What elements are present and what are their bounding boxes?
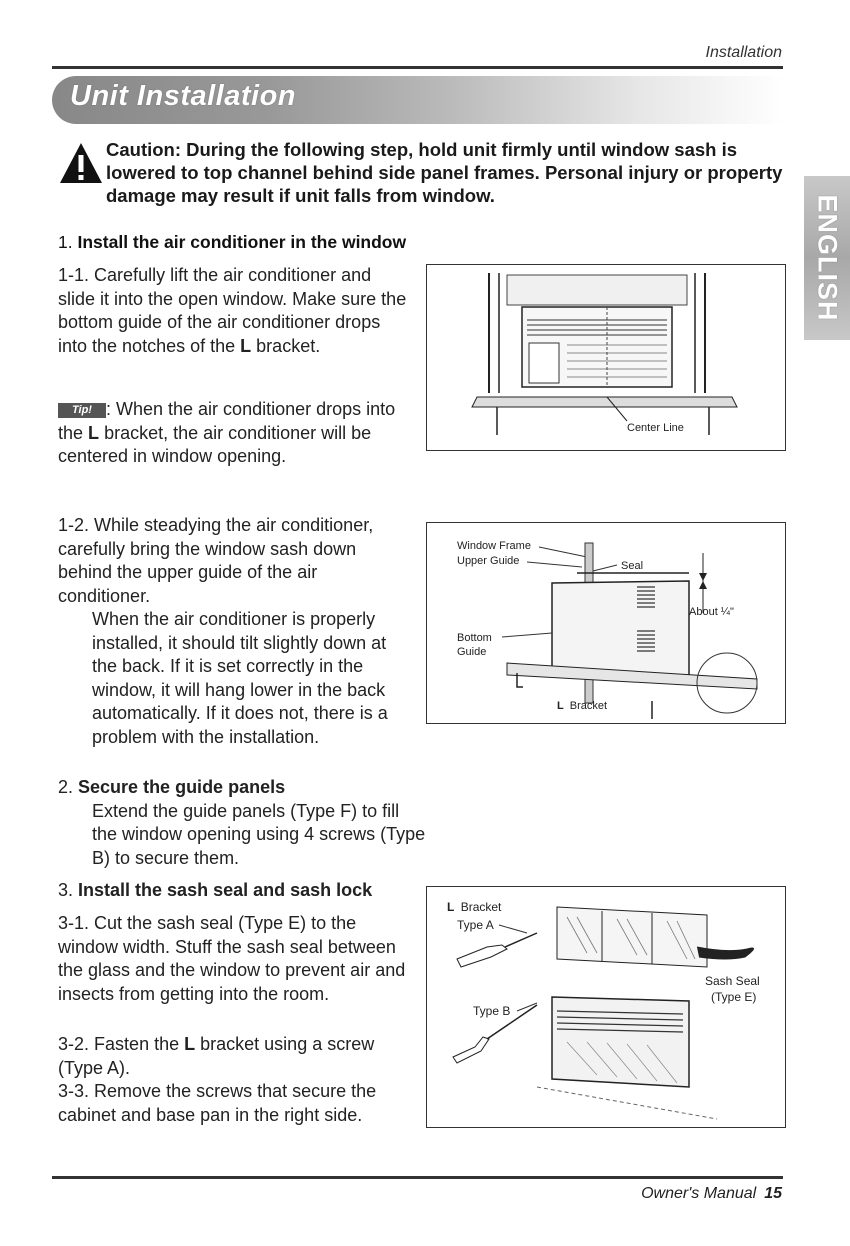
tip-text-b: bracket, the air conditioner will be centered in window opening.	[58, 422, 372, 466]
seal-label: Seal	[621, 560, 644, 572]
window-install-figure	[426, 264, 786, 451]
center-line-label: Center Line	[627, 422, 684, 434]
type-b-label: Type B	[473, 1004, 511, 1018]
type-e-label: (Type E)	[711, 990, 757, 1004]
step-2-title: Secure the guide panels	[78, 777, 286, 797]
page-number: 15	[764, 1185, 782, 1202]
step-1-2-text2: When the air conditioner is properly installed, it should tilt slightly down at the back. If it is set correctly in the window, it will hang lower in the back automatically. If it does not, there is a problem with the installation.	[92, 609, 388, 747]
language-tab	[804, 176, 850, 340]
step-1-2-number: 1-2.	[58, 515, 90, 535]
step-1-2-text: While steadying the air conditioner, carefully bring the window sash down behind the upper guide of the air conditioner.	[58, 515, 374, 606]
step-2-text: Extend the guide panels (Type F) to fill the window opening using 4 screws (Type B) to secure them.	[92, 800, 426, 868]
step-1-2	[58, 514, 408, 749]
upper-guide-label: Upper Guide	[457, 555, 520, 567]
step-1-1-tail: bracket.	[256, 335, 321, 356]
step-3-2-b: bracket using a screw (Type A).	[58, 1034, 375, 1078]
step-1-title: Install the air conditioner in the window	[77, 232, 407, 252]
step-1-1-text: Carefully lift the air conditioner and slide it into the open window. Make sure the bottom guide of the air conditioner drops into the notches of the	[58, 265, 407, 356]
guide-label: Guide	[457, 646, 487, 658]
warning-icon	[58, 140, 104, 186]
fig3-bracket-label	[447, 900, 502, 914]
step-1-number: 1.	[58, 232, 73, 252]
section-label: Installation	[705, 44, 782, 61]
language-tab-label: ENGLISH	[812, 194, 843, 322]
step-3-3-number: 3-3.	[58, 1081, 90, 1101]
step-3-heading	[58, 879, 428, 903]
l-bracket-bold: L	[240, 335, 252, 356]
window-frame-label: Window Frame	[457, 540, 531, 552]
step-1-1-number: 1-1.	[58, 265, 90, 285]
step-3-number: 3.	[58, 880, 74, 900]
sash-seal-label: Sash Seal	[705, 974, 760, 988]
step-3-3-text: Remove the screws that secure the cabinet and base pan in the right side.	[58, 1081, 377, 1125]
tip-l-bold: L	[88, 422, 100, 443]
tip-note	[58, 398, 408, 469]
step-1-1	[58, 264, 408, 358]
step-3-2-bold: L	[184, 1034, 196, 1054]
tip-badge: Tip!	[58, 403, 106, 418]
footer-manual: Owner's Manual	[641, 1185, 757, 1202]
footer-rule	[52, 1176, 783, 1179]
step-1-heading	[58, 232, 406, 253]
step-3-3	[58, 1080, 408, 1127]
step-2	[58, 776, 428, 870]
step-3-1	[58, 912, 408, 1006]
step-3-1-text: Cut the sash seal (Type E) to the window width. Stuff the sash seal between the glass and the window to prevent air and insects from getting into the room.	[58, 913, 406, 1004]
l-bracket-bold: L	[557, 700, 564, 712]
step-3-2	[58, 1033, 408, 1080]
type-a-label: Type A	[457, 918, 494, 932]
l-bracket-label	[557, 700, 607, 712]
about-quarter-label: About ¼"	[689, 606, 734, 618]
fig3-bracket-text: Bracket	[460, 900, 502, 914]
step-3-1-number: 3-1.	[58, 913, 90, 933]
step-3-2-number: 3-2.	[58, 1034, 90, 1054]
footer	[641, 1185, 782, 1203]
caution-text: Caution: During the following step, hold unit firmly until window sash is lowered to top channel behind side panel frames. Personal injury or property damage may result if unit falls from window.	[106, 139, 783, 206]
bottom-label: Bottom	[457, 632, 492, 644]
tip-text-a: : When the air conditioner drops into the	[58, 399, 396, 443]
top-rule	[52, 66, 783, 69]
step-3-title: Install the sash seal and sash lock	[78, 880, 373, 900]
page-title: Unit Installation	[70, 80, 296, 112]
sash-seal-figure	[426, 886, 786, 1128]
step-3-2-a: Fasten the	[94, 1034, 180, 1054]
fig3-l-bold: L	[447, 900, 455, 914]
step-2-number: 2.	[58, 777, 74, 797]
tilt-side-figure	[426, 522, 786, 724]
l-bracket-text: Bracket	[569, 700, 608, 712]
